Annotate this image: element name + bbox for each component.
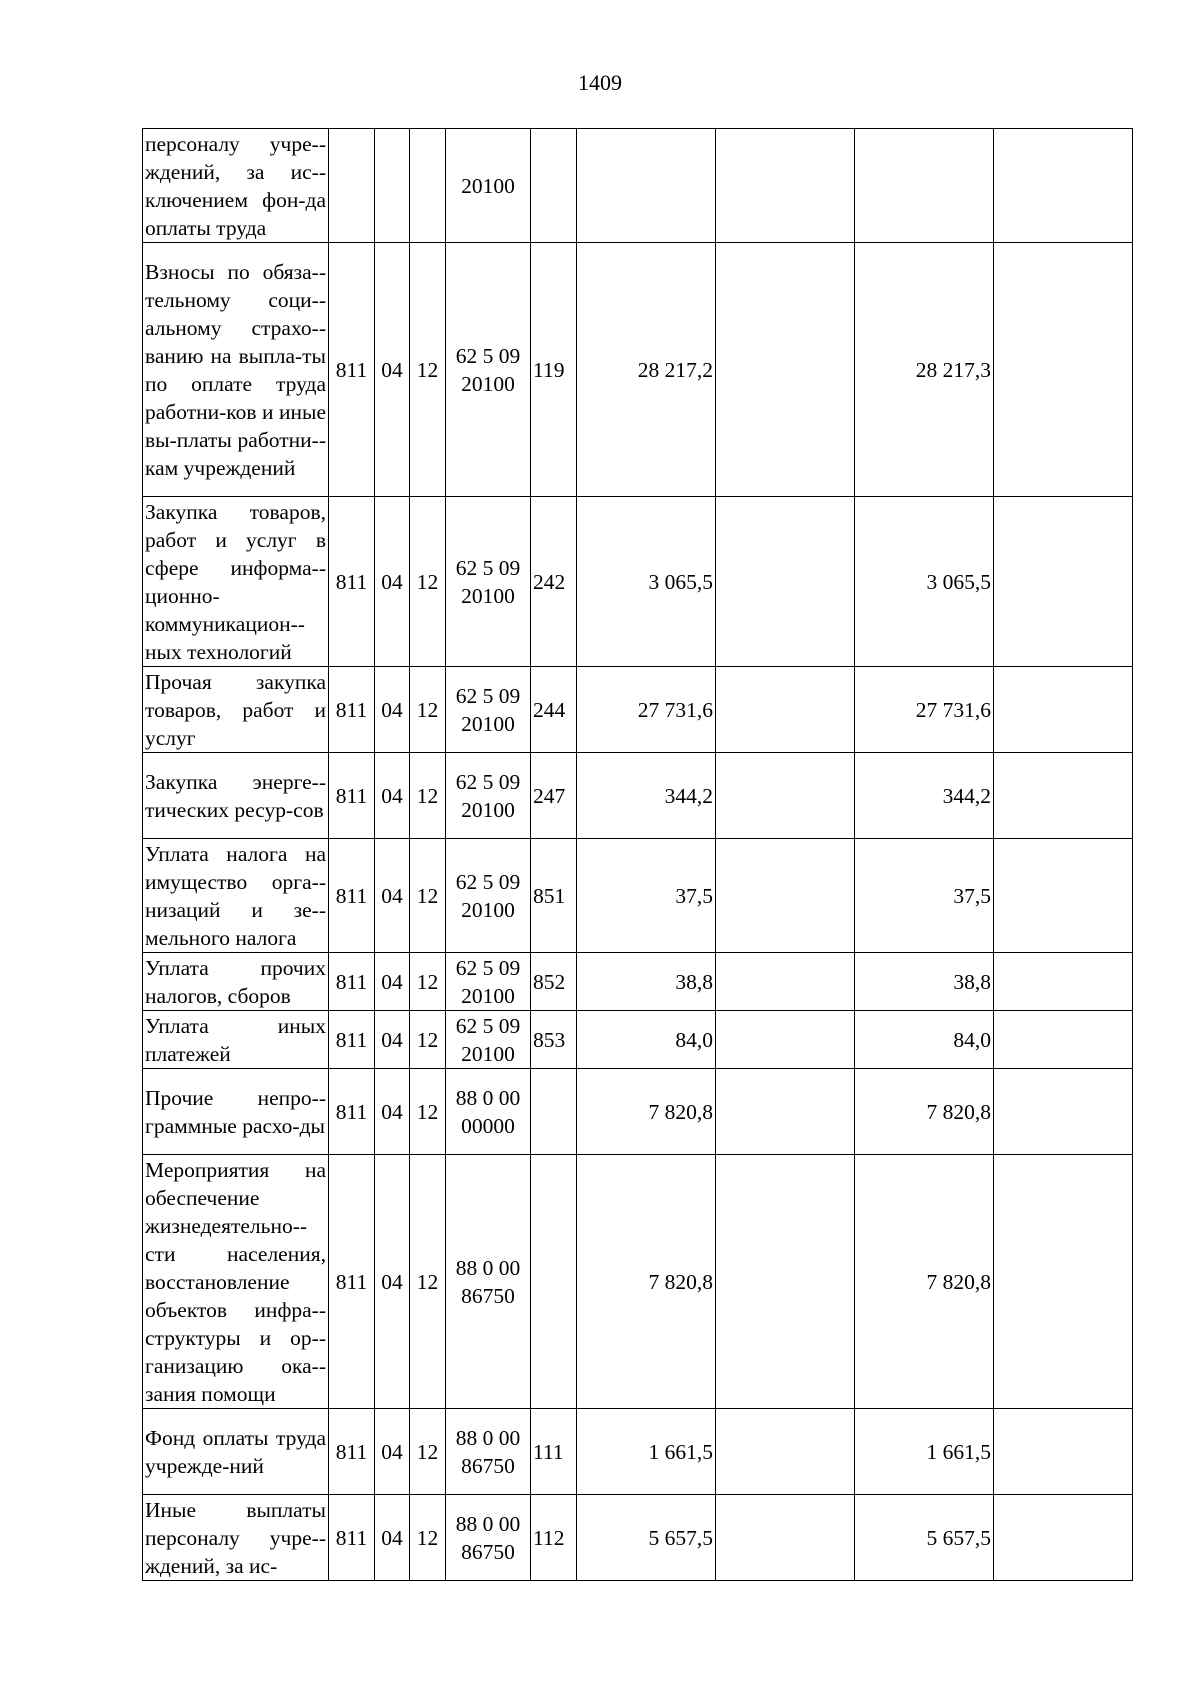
- amount-col-3: 5 657,5: [855, 1495, 994, 1581]
- ministry-code: 811: [329, 753, 375, 839]
- table-row: [143, 1409, 1133, 1495]
- table-row: [143, 839, 1133, 953]
- expense-description: Уплата налога на имущество орга-низаций и зе-мельного налога: [143, 839, 329, 953]
- amount-col-4: [994, 667, 1133, 753]
- section-code: 04: [375, 243, 410, 497]
- amount-col-2: [716, 1409, 855, 1495]
- amount-col-3: 38,8: [855, 953, 994, 1011]
- amount-col-4: [994, 1011, 1133, 1069]
- amount-col-1: 37,5: [577, 839, 716, 953]
- table-row: [143, 243, 1133, 497]
- subsection-code: 12: [410, 1069, 446, 1155]
- amount-col-4: [994, 1069, 1133, 1155]
- expense-description: Закупка энерге-тических ресур-сов: [143, 753, 329, 839]
- target-article-line-2: 20100: [461, 897, 515, 922]
- target-article-line-1: 62 5 09: [455, 555, 521, 580]
- target-article-line-2: 00000: [461, 1113, 515, 1138]
- ministry-code: 811: [329, 497, 375, 667]
- table-row: [143, 1155, 1133, 1409]
- section-code: 04: [375, 1155, 410, 1409]
- target-article-line-2: 20100: [461, 797, 515, 822]
- ministry-code: 811: [329, 667, 375, 753]
- amount-col-1: [577, 129, 716, 243]
- section-code: 04: [375, 1409, 410, 1495]
- expense-type-code: 242: [531, 497, 577, 667]
- target-article-line-2: 86750: [461, 1539, 515, 1564]
- target-article-line-1: 88 0 00: [455, 1511, 521, 1536]
- subsection-code: 12: [410, 667, 446, 753]
- section-code: 04: [375, 1069, 410, 1155]
- amount-col-2: [716, 953, 855, 1011]
- expense-description: Закупка товаров, работ и услуг в сфере информа-ционно-коммуникацион-ных технологий: [143, 497, 329, 667]
- subsection-code: 12: [410, 839, 446, 953]
- amount-col-1: 3 065,5: [577, 497, 716, 667]
- subsection-code: 12: [410, 497, 446, 667]
- amount-col-3: 344,2: [855, 753, 994, 839]
- target-article-line-2: 20100: [461, 1041, 515, 1066]
- table-body: [143, 129, 1133, 1581]
- amount-col-1: 38,8: [577, 953, 716, 1011]
- table-row: [143, 129, 1133, 243]
- ministry-code: 811: [329, 243, 375, 497]
- target-article-code: [446, 243, 531, 497]
- section-code: 04: [375, 839, 410, 953]
- subsection-code: 12: [410, 1155, 446, 1409]
- amount-col-1: 1 661,5: [577, 1409, 716, 1495]
- target-article-line-2: 20100: [461, 173, 515, 198]
- expense-description: Уплата прочих налогов, сборов: [143, 953, 329, 1011]
- amount-col-1: 344,2: [577, 753, 716, 839]
- amount-col-3: 37,5: [855, 839, 994, 953]
- amount-col-4: [994, 753, 1133, 839]
- table-row: [143, 953, 1133, 1011]
- section-code: 04: [375, 753, 410, 839]
- amount-col-3: 28 217,3: [855, 243, 994, 497]
- target-article-code: [446, 839, 531, 953]
- target-article-line-1: 62 5 09: [455, 343, 521, 368]
- subsection-code: 12: [410, 1495, 446, 1581]
- ministry-code: 811: [329, 953, 375, 1011]
- amount-col-3: [855, 129, 994, 243]
- target-article-line-1: 62 5 09: [455, 955, 521, 980]
- expense-type-code: 851: [531, 839, 577, 953]
- expense-description: Фонд оплаты труда учрежде-ний: [143, 1409, 329, 1495]
- expense-description: Мероприятия на обеспечение жизнедеятельно-сти населения, восстановление объектов инфра-структуры и ор-ганизацию ока-зания помощи: [143, 1155, 329, 1409]
- subsection-code: 12: [410, 953, 446, 1011]
- expense-description: Взносы по обяза-тельному соци-альному страхо-ванию на выпла-ты по оплате труда работни-ков и иные вы-платы работни-кам учреждений: [143, 243, 329, 497]
- target-article-code: [446, 667, 531, 753]
- table-row: [143, 1069, 1133, 1155]
- amount-col-2: [716, 497, 855, 667]
- expense-type-code: 852: [531, 953, 577, 1011]
- expense-description: Уплата иных платежей: [143, 1011, 329, 1069]
- amount-col-4: [994, 129, 1133, 243]
- expense-description: Иные выплаты персоналу учре-ждений, за ис-: [143, 1495, 329, 1581]
- amount-col-2: [716, 1011, 855, 1069]
- target-article-line-2: 86750: [461, 1453, 515, 1478]
- target-article-code: [446, 1069, 531, 1155]
- target-article-line-2: 20100: [461, 711, 515, 736]
- section-code: 04: [375, 667, 410, 753]
- target-article-line-1: 62 5 09: [455, 869, 521, 894]
- expense-description: персоналу учре-ждений, за ис-ключением фон-да оплаты труда: [143, 129, 329, 243]
- section-code: 04: [375, 1495, 410, 1581]
- expense-type-code: [531, 129, 577, 243]
- amount-col-4: [994, 1409, 1133, 1495]
- subsection-code: 12: [410, 1011, 446, 1069]
- amount-col-1: 7 820,8: [577, 1069, 716, 1155]
- section-code: 04: [375, 497, 410, 667]
- target-article-line-1: 88 0 00: [455, 1085, 521, 1110]
- expense-type-code: 119: [531, 243, 577, 497]
- amount-col-3: 1 661,5: [855, 1409, 994, 1495]
- amount-col-1: 5 657,5: [577, 1495, 716, 1581]
- ministry-code: [329, 129, 375, 243]
- target-article-line-1: 62 5 09: [455, 1013, 521, 1038]
- target-article-code: [446, 1011, 531, 1069]
- target-article-code: [446, 953, 531, 1011]
- target-article-line-1: 88 0 00: [455, 1255, 521, 1280]
- amount-col-1: 84,0: [577, 1011, 716, 1069]
- amount-col-1: 7 820,8: [577, 1155, 716, 1409]
- amount-col-4: [994, 953, 1133, 1011]
- table-row: [143, 753, 1133, 839]
- amount-col-4: [994, 243, 1133, 497]
- ministry-code: 811: [329, 1011, 375, 1069]
- amount-col-1: 28 217,2: [577, 243, 716, 497]
- target-article-code: [446, 1155, 531, 1409]
- target-article-line-1: 88 0 00: [455, 1425, 521, 1450]
- amount-col-2: [716, 667, 855, 753]
- ministry-code: 811: [329, 1069, 375, 1155]
- ministry-code: 811: [329, 1409, 375, 1495]
- amount-col-2: [716, 129, 855, 243]
- expense-description: Прочие непро-граммные расхо-ды: [143, 1069, 329, 1155]
- amount-col-4: [994, 1155, 1133, 1409]
- section-code: 04: [375, 1011, 410, 1069]
- ministry-code: 811: [329, 1155, 375, 1409]
- amount-col-2: [716, 243, 855, 497]
- target-article-code: [446, 129, 531, 243]
- page-number: 1409: [578, 70, 622, 95]
- target-article-code: [446, 1495, 531, 1581]
- subsection-code: [410, 129, 446, 243]
- amount-col-4: [994, 839, 1133, 953]
- target-article-line-2: 20100: [461, 983, 515, 1008]
- amount-col-4: [994, 1495, 1133, 1581]
- amount-col-3: 27 731,6: [855, 667, 994, 753]
- amount-col-3: 7 820,8: [855, 1155, 994, 1409]
- section-code: 04: [375, 953, 410, 1011]
- table-row: [143, 1495, 1133, 1581]
- amount-col-1: 27 731,6: [577, 667, 716, 753]
- subsection-code: 12: [410, 1409, 446, 1495]
- expense-type-code: 244: [531, 667, 577, 753]
- expense-type-code: 111: [531, 1409, 577, 1495]
- amount-col-2: [716, 1069, 855, 1155]
- target-article-line-1: 62 5 09: [455, 769, 521, 794]
- amount-col-3: 7 820,8: [855, 1069, 994, 1155]
- amount-col-3: 84,0: [855, 1011, 994, 1069]
- subsection-code: 12: [410, 243, 446, 497]
- table-row: [143, 1011, 1133, 1069]
- target-article-code: [446, 753, 531, 839]
- expense-type-code: 247: [531, 753, 577, 839]
- expense-type-code: 853: [531, 1011, 577, 1069]
- budget-table: [142, 128, 1133, 1581]
- ministry-code: 811: [329, 839, 375, 953]
- target-article-line-2: 20100: [461, 583, 515, 608]
- ministry-code: 811: [329, 1495, 375, 1581]
- amount-col-2: [716, 1155, 855, 1409]
- subsection-code: 12: [410, 753, 446, 839]
- amount-col-2: [716, 839, 855, 953]
- amount-col-3: 3 065,5: [855, 497, 994, 667]
- amount-col-2: [716, 1495, 855, 1581]
- target-article-line-1: 62 5 09: [455, 683, 521, 708]
- expense-type-code: [531, 1069, 577, 1155]
- target-article-line-2: 20100: [461, 371, 515, 396]
- target-article-line-2: 86750: [461, 1283, 515, 1308]
- target-article-code: [446, 1409, 531, 1495]
- amount-col-4: [994, 497, 1133, 667]
- table-row: [143, 497, 1133, 667]
- target-article-code: [446, 497, 531, 667]
- expense-type-code: [531, 1155, 577, 1409]
- section-code: [375, 129, 410, 243]
- amount-col-2: [716, 753, 855, 839]
- expense-description: Прочая закупка товаров, работ и услуг: [143, 667, 329, 753]
- table-row: [143, 667, 1133, 753]
- expense-type-code: 112: [531, 1495, 577, 1581]
